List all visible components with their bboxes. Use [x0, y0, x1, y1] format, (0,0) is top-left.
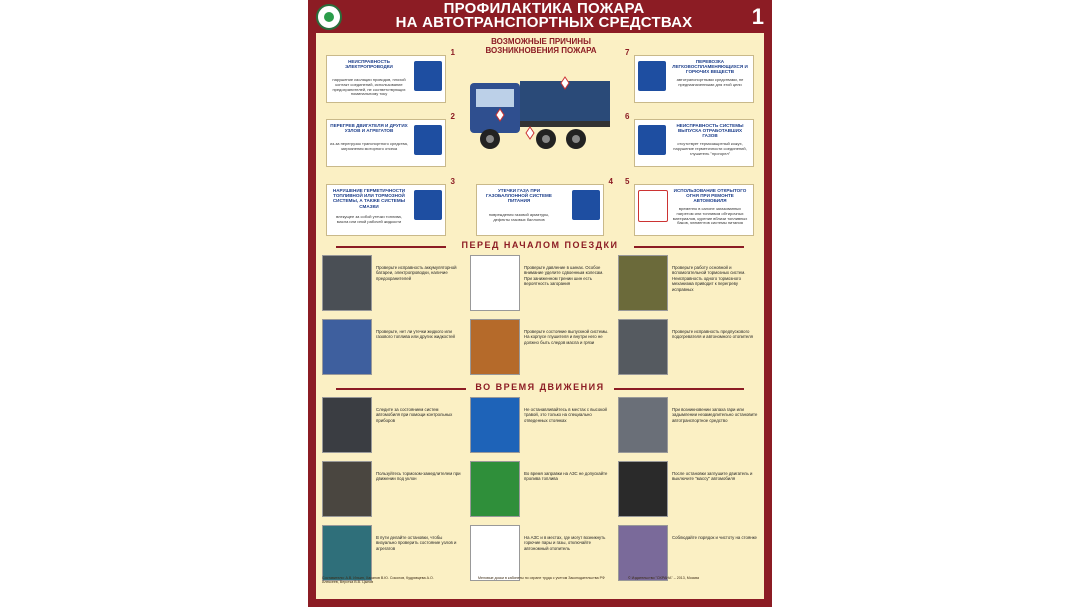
poster-title: ПРОФИЛАКТИКА ПОЖАРА НА АВТОТРАНСПОРТНЫХ СРЕДСТВАХ	[395, 0, 693, 31]
during-tip-3: При возникновении запаха гари или задымлении незамедлительно остановите автотранспортное средство	[618, 397, 758, 453]
before-tip-2: Проверьте давление в шинах. Особое внимание уделите сдвоенным колесам. При заниженном трении шин есть вероятность загорания	[470, 255, 610, 311]
fuel-nozzle-photo	[470, 461, 520, 517]
parking-sign-icon	[470, 397, 520, 453]
before-trip-title: ПЕРЕД НАЧАЛОМ ПОЕЗДКИ	[461, 240, 619, 250]
parking-lot-photo	[618, 525, 668, 581]
fire-icon	[638, 190, 668, 222]
before-tip-4: Проверьте, нет ли утечки жидкого или газового топлива или других жидкостей	[322, 319, 462, 375]
no-heater-icon	[470, 525, 520, 581]
during-drive-title: ВО ВРЕМЯ ДВИЖЕНИЯ	[475, 382, 605, 392]
during-tip-5: Во время заправки на АЗС не допускайте пролива топлива	[470, 461, 610, 517]
before-tip-5: Проверьте состояние выпускной системы. На корпусе глушителя и внутри него не должно быть следов масла и грязи	[470, 319, 610, 375]
cause-card-5: 5 ИСПОЛЬЗОВАНИЕ ОТКРЫТОГО ОГНЯ ПРИ РЕМОНТЕ АВТОМОБИЛЯ временно в салоне загазованных нагретом или топливом обтирочных материалов, курение вблизи топливных баков, элементов системы питания	[634, 184, 754, 236]
before-tip-6: Проверьте исправность предпускового подогревателя и автономного отопителя	[618, 319, 758, 375]
cause-card-3: 3 НАРУШЕНИЕ ГЕРМЕТИЧНОСТИ ТОПЛИВНОЙ ИЛИ ТОРМОЗНОЙ СИСТЕМЫ, А ТАКЖЕ СИСТЕМЫ СМАЗКИ влекущее за собой утечки топлива, масла или иной рабочей жидкости	[326, 184, 446, 236]
during-tip-1: Следите за состоянием систем автомобиля при помощи контрольных приборов	[322, 397, 462, 453]
cause-card-6: 6 НЕИСПРАВНОСТЬ СИСТЕМЫ ВЫПУСКА ОТРАБОТАВШИХ ГАЗОВ отсутствует термозащитный кожух, нарушение герметичности соединений, глушитель "прогорел"	[634, 119, 754, 167]
before-tip-1: Проверьте исправность аккумуляторной батареи, электропроводки, наличие предохранителей	[322, 255, 462, 311]
during-tip-7: В пути делайте остановки, чтобы визуально проверить состояние узлов и агрегатов	[322, 525, 462, 581]
cause-card-4: 4 УТЕЧКИ ГАЗА ПРИ ГАЗОБАЛЛОННОЙ СИСТЕМЕ ПИТАНИЯ повреждения газовой арматуры, дефекты газовых баллонов	[476, 184, 604, 236]
filter-icon	[414, 190, 442, 220]
smoking-truck-photo	[618, 397, 668, 453]
cause-card-2: 2 ПЕРЕГРЕВ ДВИГАТЕЛЯ И ДРУГИХ УЗЛОВ И АГРЕГАТОВ из-за перегрузок транспортного средства, загрязнения моторного отсека	[326, 119, 446, 167]
truck-photo	[322, 319, 372, 375]
before-tip-3: Проверьте работу основной и вспомогательной тормозных систем. Неисправность одного тормозного механизма приводит к перегреву исправных	[618, 255, 758, 311]
during-tip-4: Пользуйтесь тормозом-замедлителем при движении под уклон	[322, 461, 462, 517]
heater-photo	[618, 319, 668, 375]
inspection-photo	[322, 525, 372, 581]
cause-card-7: 7 ПЕРЕВОЗКА ЛЕГКОВОСПЛАМЕНЯЮЩИХСЯ И ГОРЮЧИХ ВЕЩЕСТВ автотранспортными средствами, не предназначенными для этой цели	[634, 55, 754, 103]
poster-panel	[316, 33, 764, 599]
poster	[308, 0, 772, 607]
section-divider-during	[336, 382, 744, 394]
battery-photo	[322, 255, 372, 311]
electric-icon	[414, 61, 442, 91]
footer-mid: Меловые доски в кабинеты по охране труда с учетом Законодательства РФ	[478, 576, 605, 580]
during-tip-2: Не останавливайтесь в местах с высокой травой, это только на специально отведенных стоянках	[470, 397, 610, 453]
footer-left: Составители: А.В. Ильин, Хасанов В.Ю. Соколов, Кудрявцева А.О. Алексеев, Верстка В.В. Цыпов	[322, 576, 434, 585]
truck-illustration	[466, 53, 616, 158]
logo-icon	[316, 4, 342, 30]
during-tip-8: На АЗС и в местах, где могут возникнуть горючие пары и газы, отключайте автономный отопитель	[470, 525, 610, 581]
exhaust-icon	[638, 125, 666, 155]
engine-icon	[414, 125, 442, 155]
truck-cargo-icon	[638, 61, 666, 91]
brake-photo	[618, 255, 668, 311]
causes-title: ВОЗМОЖНЫЕ ПРИЧИНЫ ВОЗНИКНОВЕНИЯ ПОЖАРА	[485, 37, 597, 55]
gas-valve-icon	[572, 190, 600, 220]
section-divider-before	[336, 240, 744, 252]
retarder-photo	[322, 461, 372, 517]
during-tip-9: Соблюдайте порядок и чистоту на стоянке	[618, 525, 758, 581]
poster-number: 1	[751, 4, 764, 29]
ignition-switch-photo	[618, 461, 668, 517]
dashboard-photo	[322, 397, 372, 453]
during-tip-6: После остановки заглушите двигатель и выключите "массу" автомобиля	[618, 461, 758, 517]
footer-right: © Издательство "ОХРАНА" – 2013, Москва	[628, 576, 699, 580]
cause-card-1: 1 НЕИСПРАВНОСТЬ ЭЛЕКТРОПРОВОДКИ нарушение изоляции проводов, плохой контакт соединений, использование предохранителей, не соответствующих номинальному току	[326, 55, 446, 103]
pressure-gauge-icon	[470, 255, 520, 311]
exhaust-photo	[470, 319, 520, 375]
